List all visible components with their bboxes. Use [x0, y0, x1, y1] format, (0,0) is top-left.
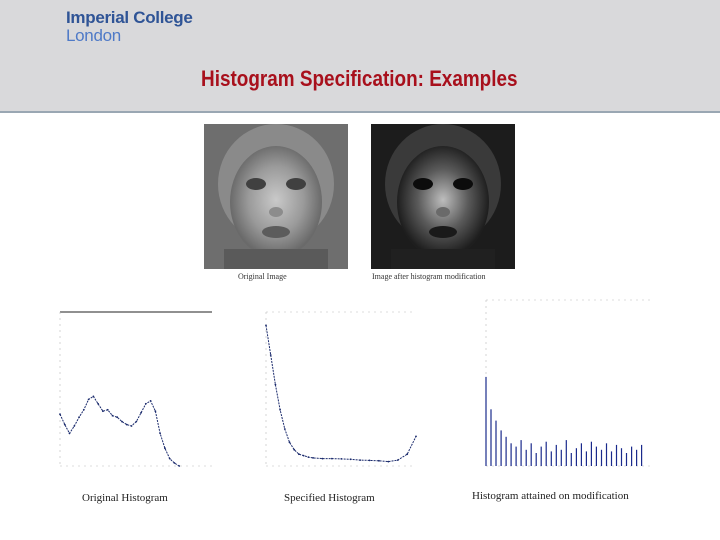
- specified-histogram-caption: Specified Histogram: [284, 492, 375, 504]
- histogram-point: [279, 409, 281, 411]
- histogram-point: [140, 412, 142, 414]
- histogram-point: [59, 413, 61, 415]
- histogram-point: [406, 453, 408, 455]
- histogram-point: [174, 462, 176, 464]
- histogram-point: [112, 415, 114, 417]
- histogram-point: [415, 436, 417, 438]
- histogram-point: [369, 460, 371, 462]
- histogram-point: [97, 403, 99, 405]
- histogram-point: [270, 354, 272, 356]
- histogram-point: [293, 449, 295, 451]
- histogram-point: [289, 441, 291, 443]
- original-image: [204, 124, 348, 269]
- specified-histogram-chart: [266, 304, 416, 472]
- histogram-series-line: [266, 325, 416, 461]
- histogram-point: [312, 457, 314, 459]
- logo-line1: Imperial College: [66, 8, 193, 27]
- modified-image-caption: Image after histogram modification: [372, 272, 486, 281]
- histogram-series-line: [60, 396, 179, 466]
- slide-header: [0, 0, 720, 113]
- histogram-point: [350, 458, 352, 460]
- histogram-point: [150, 400, 152, 402]
- original-histogram-chart: [60, 304, 212, 472]
- histogram-point: [64, 424, 66, 426]
- histogram-point: [107, 409, 109, 411]
- histogram-point: [131, 425, 133, 427]
- original-histogram-caption: Original Histogram: [82, 492, 168, 504]
- histogram-point: [126, 424, 128, 426]
- histogram-point: [83, 409, 85, 411]
- modified-image: [371, 124, 515, 269]
- histogram-point: [93, 396, 95, 398]
- histogram-point: [102, 410, 104, 412]
- histogram-point: [73, 425, 75, 427]
- histogram-point: [308, 456, 310, 458]
- attained-histogram-caption: Histogram attained on modification: [472, 490, 629, 502]
- histogram-point: [145, 403, 147, 405]
- histogram-point: [284, 428, 286, 430]
- histogram-point: [78, 416, 80, 418]
- imperial-college-logo: [66, 9, 193, 45]
- histogram-point: [265, 325, 267, 327]
- histogram-point: [121, 421, 123, 423]
- histogram-point: [164, 447, 166, 449]
- attained-histogram-chart: [486, 300, 654, 470]
- histogram-point: [378, 460, 380, 462]
- histogram-point: [155, 410, 157, 412]
- histogram-point: [359, 459, 361, 461]
- page-title: Histogram Specification: Examples: [201, 66, 518, 91]
- logo-line2: London: [66, 26, 121, 45]
- histogram-point: [388, 461, 390, 463]
- histogram-point: [135, 421, 137, 423]
- histogram-point: [69, 433, 71, 435]
- histogram-point: [88, 399, 90, 401]
- histogram-point: [340, 458, 342, 460]
- histogram-point: [178, 465, 180, 467]
- histogram-point: [169, 458, 171, 460]
- histogram-point: [275, 384, 277, 386]
- histogram-point: [397, 459, 399, 461]
- histogram-point: [322, 458, 324, 460]
- histogram-point: [331, 458, 333, 460]
- histogram-point: [298, 453, 300, 455]
- histogram-point: [303, 455, 305, 457]
- histogram-point: [159, 433, 161, 435]
- histogram-point: [116, 416, 118, 418]
- original-image-caption: Original Image: [238, 272, 287, 281]
